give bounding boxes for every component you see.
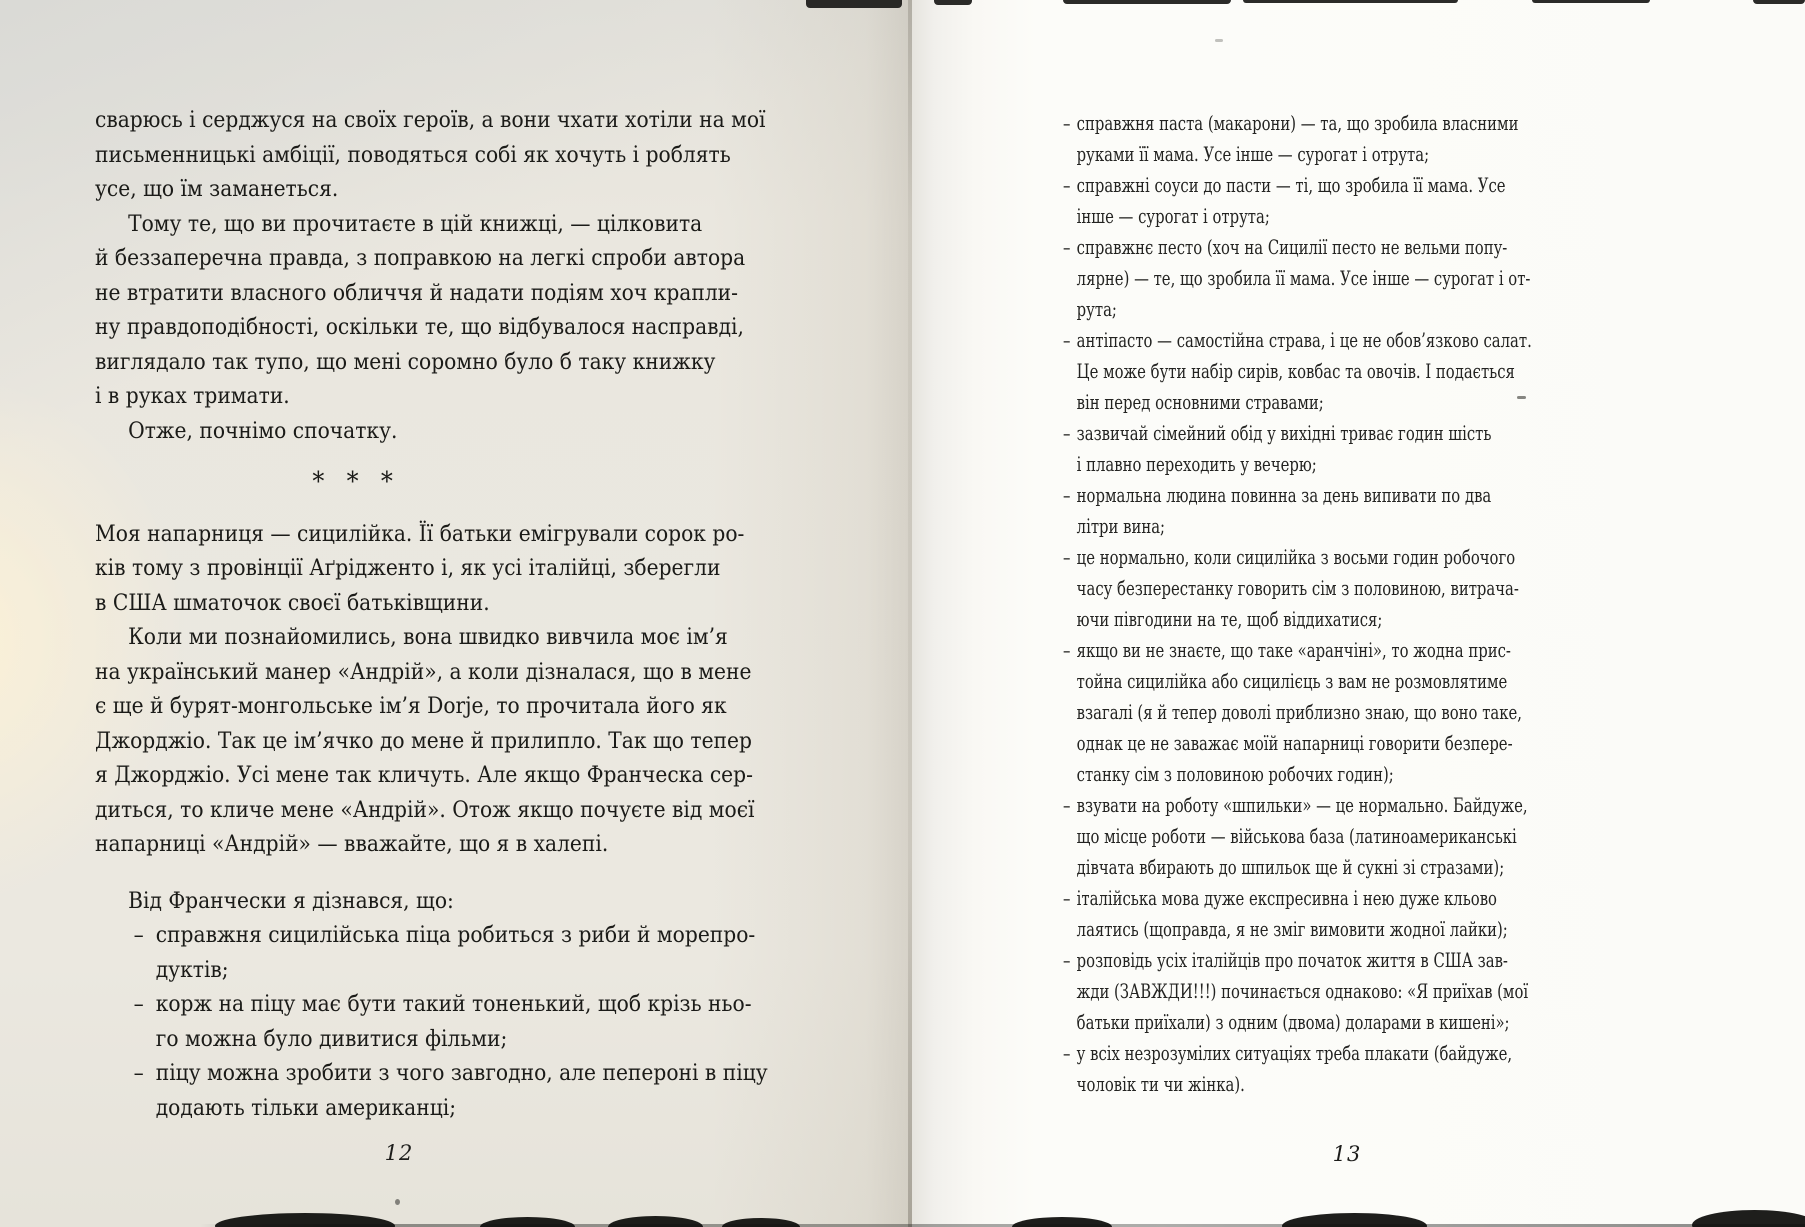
list-item-text: справжня паста (макарони) — та, що зробила власними руками її мама. Усе інше — сурогат і отрута; bbox=[1076, 112, 1519, 166]
list-item-text: справжні соуси до пасти — ті, що зробила її мама. Усе інше — сурогат і отрута; bbox=[1076, 174, 1506, 228]
list-item bbox=[1063, 480, 1565, 542]
list-item bbox=[1063, 170, 1565, 232]
page-right bbox=[912, 0, 1805, 1227]
list-item bbox=[1063, 883, 1565, 945]
paragraph-gap bbox=[95, 863, 822, 885]
photo-top-edge bbox=[1532, 0, 1650, 3]
page-right-text bbox=[1063, 108, 1565, 1100]
list-item bbox=[1063, 1038, 1565, 1100]
list-item-text: зазвичай сімейний обід у вихідні триває годин шість і плавно переходить у вечерю; bbox=[1076, 422, 1492, 476]
list-item bbox=[1063, 945, 1565, 1038]
bullet-dash: – bbox=[1063, 639, 1071, 662]
paper-speck bbox=[1215, 39, 1223, 42]
photo-top-edge bbox=[934, 0, 972, 5]
list-item bbox=[1063, 790, 1565, 883]
bullet-dash: – bbox=[1063, 546, 1071, 569]
list-item-text: справжнє песто (хоч на Сицилії песто не вельми попу- лярне) — те, що зробила її мама. Усе інше — сурогат і от- рута; bbox=[1076, 236, 1531, 321]
bullet-dash: – bbox=[1063, 949, 1071, 972]
gutter-shadow bbox=[908, 0, 912, 1227]
list-item-text: справжня сицилійська піца робиться з риби й морепро- дуктів; bbox=[155, 923, 756, 983]
photo-top-edge bbox=[1753, 0, 1805, 4]
bullet-dash: – bbox=[1063, 112, 1071, 135]
bullet-dash: – bbox=[1063, 422, 1071, 445]
paragraph: сварюсь і серджуся на своїх героїв, а вони чхати хотіли на мої письменницькі амбіції, поводяться собі як хочуть і роблять усе, що їм заманеться. bbox=[95, 108, 766, 202]
paper-speck bbox=[1517, 396, 1526, 399]
page-number-left: 12 bbox=[384, 1141, 414, 1165]
bullet-dash: – bbox=[133, 1061, 144, 1086]
bullet-dash: – bbox=[133, 992, 144, 1017]
list-item-text: взувати на роботу «шпильки» — це нормально. Байдуже, що місце роботи — військова база (латиноамериканські дівчата вбирають до шпильок ще й сукні зі стразами); bbox=[1076, 794, 1528, 879]
list-item bbox=[95, 1057, 822, 1126]
paragraph: Коли ми познайомились, вона швидко вивчила моє ім’я на український манер «Андрій», а коли дізналася, що в мене є ще й бурят-монгольське ім’я Dorje, то прочитала його як Джорджіо. Так це ім’ячко до мене й прилипло. Так що тепер я Джорджіо. Усі мене так кличуть. Але якщо Франческа сер- диться, то кличе мене «Андрій». Отож якщо почуєте від моєї напарниці «Андрій» — вважайте, що я в халепі. bbox=[95, 625, 755, 857]
page-number-right: 13 bbox=[1332, 1142, 1362, 1166]
paragraph: Отже, почнімо спочатку. bbox=[128, 418, 398, 444]
list-item-text: розповідь усіх італійців про початок життя в США зав- жди (ЗАВЖДИ!!!) починається однаково: «Я приїхав (мої батьки приїхали) з одним (двома) доларами в кишені»; bbox=[1076, 949, 1529, 1034]
list-item bbox=[95, 919, 822, 988]
bullet-dash: – bbox=[1063, 1042, 1071, 1065]
photo-top-edge bbox=[1243, 0, 1458, 3]
list-item bbox=[1063, 635, 1565, 790]
photo-top-edge bbox=[806, 0, 902, 8]
list-item-text: антіпасто — самостійна страва, і це не обов’язково салат. Це може бути набір сирів, ковбас та овочів. І подається він перед основними стравами; bbox=[1076, 329, 1532, 414]
bullet-dash: – bbox=[133, 923, 144, 948]
list-item-text: якщо ви не знаєте, що таке «аранчіні», то жодна прис- тойна сицилійка або сицилієць з вам не розмовлятиме взагалі (я й тепер доволі приблизно знаю, що воно таке, однак це не заважає моїй напарниці говорити безпере- станку сім з половиною робочих годин); bbox=[1076, 639, 1522, 786]
list-item-text: корж на піцу має бути такий тоненький, щоб крізь ньо- го можна було дивитися фільми; bbox=[155, 992, 752, 1052]
list-item-text: нормальна людина повинна за день випивати по два літри вина; bbox=[1076, 484, 1492, 538]
paragraph: Тому те, що ви прочитаєте в цій книжці, — цілковита й беззаперечна правда, з поправкою на легкі спроби автора не втратити власного обличчя й надати подіям хоч крапли- ну правдоподібності, оскільки те, що відбувалося насправді, виглядало так тупо, що мені соромно було б таку книжку і в руках тримати. bbox=[95, 211, 746, 409]
list-item-text: це нормально, коли сицилійка з восьми годин робочого часу безперестанку говорить сім з половиною, витрача- ючи півгодини на те, щоб віддихатися; bbox=[1076, 546, 1519, 631]
bullet-dash: – bbox=[1063, 887, 1071, 910]
bullet-dash: – bbox=[1063, 329, 1071, 352]
bullet-dash: – bbox=[1063, 484, 1071, 507]
bullet-dash: – bbox=[1063, 174, 1071, 197]
list-item bbox=[1063, 542, 1565, 635]
paragraph: Від Франчески я дізнався, що: bbox=[128, 888, 454, 914]
list-item bbox=[95, 988, 822, 1057]
list-item bbox=[1063, 232, 1565, 325]
list-item bbox=[1063, 325, 1565, 418]
section-separator: * * * bbox=[312, 467, 393, 497]
bullet-dash: – bbox=[1063, 794, 1071, 817]
paper-speck bbox=[395, 1199, 400, 1205]
page-left-text bbox=[95, 104, 822, 1126]
list-item bbox=[1063, 108, 1565, 170]
photo-top-edge bbox=[1063, 0, 1231, 4]
paragraph: Моя напарниця — сицилійка. Її батьки емігрували сорок ро- ків тому з провінції Аґрідженто і, як усі італійці, зберегли в США шматочок своєї батьківщини. bbox=[95, 521, 745, 616]
bullet-dash: – bbox=[1063, 236, 1071, 259]
list-item-text: італійська мова дуже експресивна і нею дуже кльово лаятись (щоправда, я не зміг вимовити жодної лайки); bbox=[1076, 887, 1508, 941]
list-item bbox=[1063, 418, 1565, 480]
list-item-text: у всіх незрозумілих ситуаціях треба плакати (байдуже, чоловік ти чи жінка). bbox=[1076, 1042, 1513, 1096]
list-item-text: піцу можна зробити з чого завгодно, але пепероні в піцу додають тільки американці; bbox=[155, 1061, 768, 1121]
